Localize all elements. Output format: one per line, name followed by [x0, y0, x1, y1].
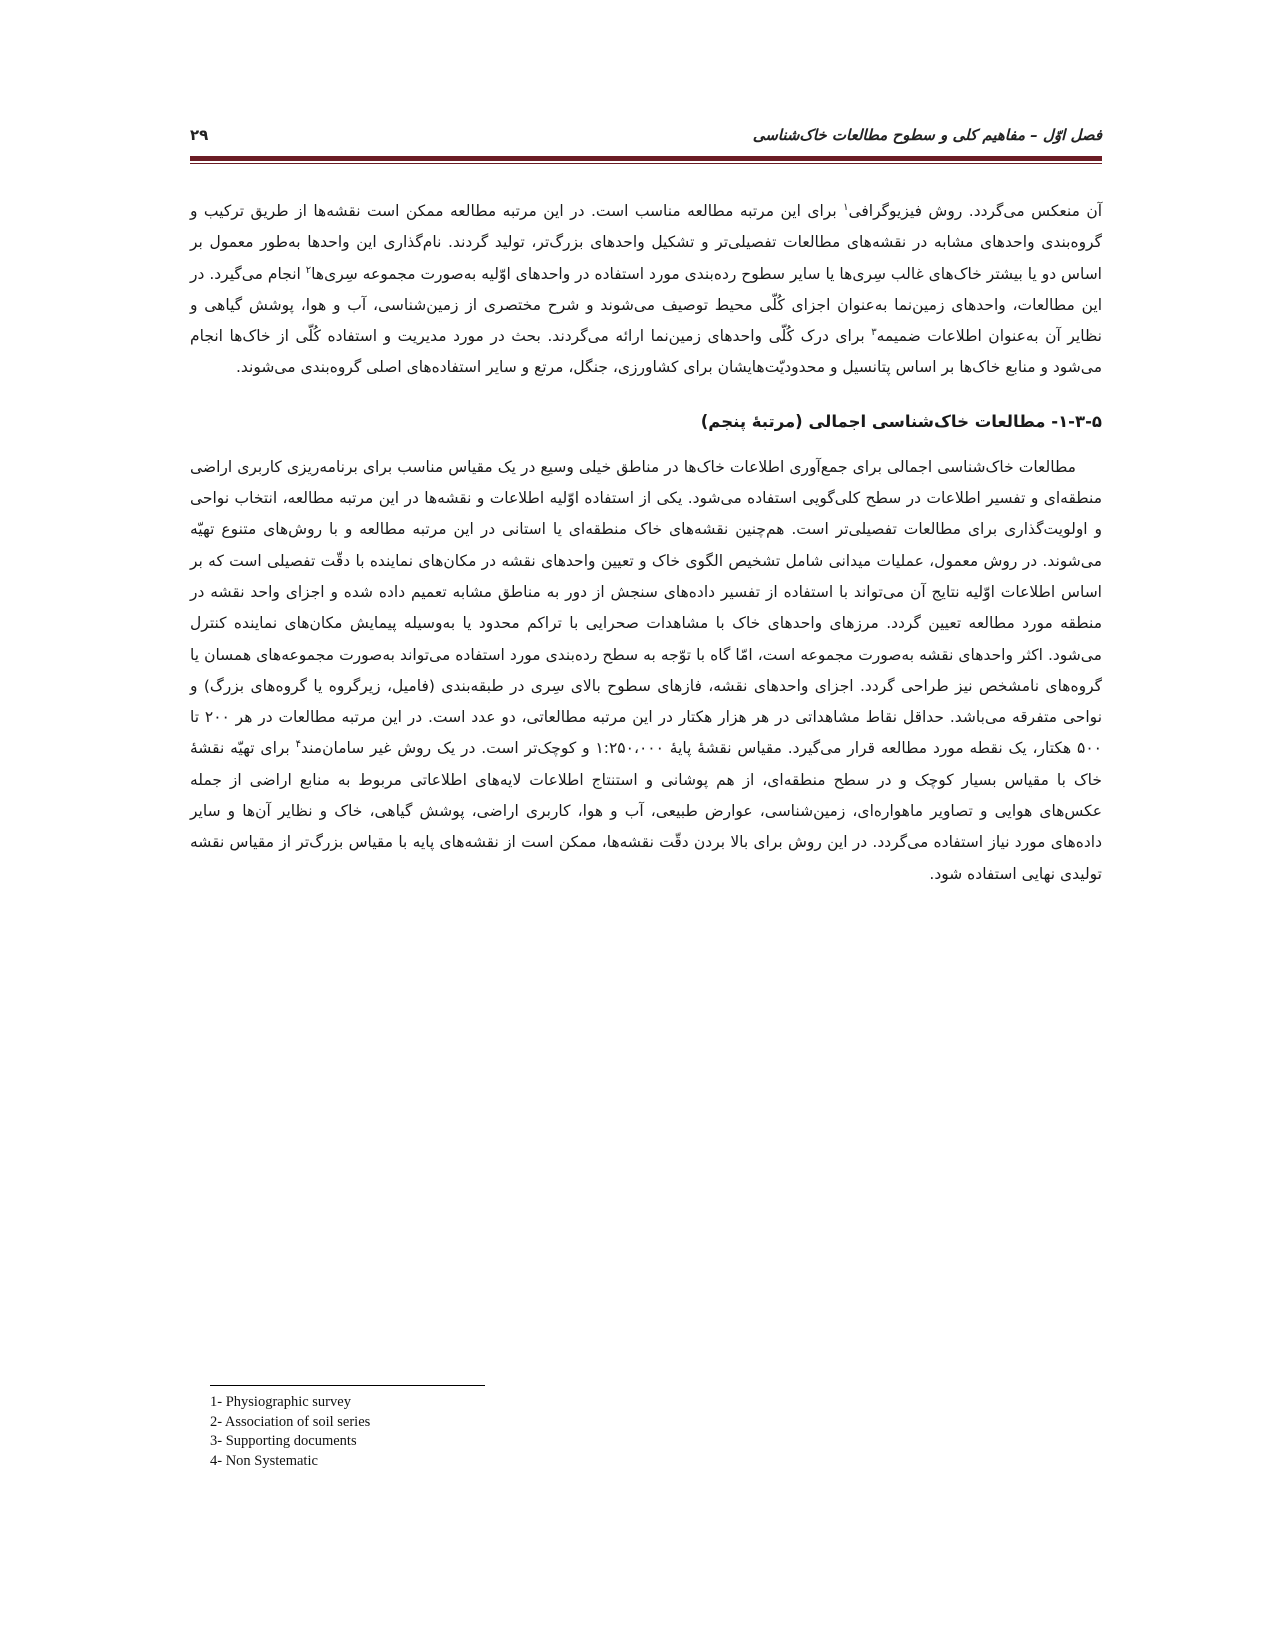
paragraph-segment: برای تهیّه نقشهٔ خاک با مقیاس بسیار کوچک و در سطح منطقه‌ای، از هم پوشانی و استنتاج اطلاعات لایه‌های اطلاعاتی مربوط به منابع اراضی از جمله عکس‌های هوایی و تصاویر ماهواره‌ای، زمین‌شناسی، عوارض طبیعی، آب و هوا، کاربری اراضی، پوشش گیاهی، خاک و نظایر آن‌ها و سایر داده‌های مورد نیاز استفاده می‌گردد. در این روش برای بالا بردن دقّت نقشه‌ها، ممکن است از نقشه‌های پایه با مقیاس بزرگ‌تر از مقیاس نقشه تولیدی نهایی استفاده شود.: [190, 739, 1102, 883]
header-rule-thin: [190, 163, 1102, 164]
paragraph-segment: برای این مرتبه مطالعه مناسب است. در این مرتبه مطالعه ممکن است نقشه‌ها از طریق ترکیب و گروه‌بندی واحدهای مشابه در نقشه‌های مطالعات تفصیلی‌تر و تشکیل واحدهای بزرگ‌تر، تولید گردند. نام‌گذاری این واحدها به‌طور معمول بر اساس دو یا بیشتر خاک‌های غالب سِری‌ها یا سایر سطوح رده‌بندی مورد استفاده در واحدهای اوّلیه به‌صورت مجموعه سِری‌ها: [190, 202, 1102, 283]
footnote-4: 4- Non Systematic: [210, 1452, 318, 1469]
footnote-marker-3: ۳: [871, 327, 877, 339]
paragraph-text: [190, 196, 1102, 384]
paragraph-text: [190, 452, 1102, 890]
running-title: فصل اوّل – مفاهیم کلی و سطوح مطالعات خاک‌شناسی: [752, 126, 1102, 144]
footnote-separator: [210, 1385, 485, 1386]
section-heading: ۱-۳-۵- مطالعات خاک‌شناسی اجمالی (مرتبهٔ پنجم): [700, 411, 1102, 431]
footnotes: [210, 1393, 630, 1471]
footnote-marker-2: ۲: [305, 264, 312, 276]
footnote-marker-4: ۴: [295, 739, 301, 751]
page-header: [190, 118, 1102, 158]
paragraph-segment: آن منعکس می‌گردد. روش فیزیوگرافی: [848, 202, 1103, 220]
paragraph-segment: مطالعات خاک‌شناسی اجمالی برای جمع‌آوری اطلاعات خاک‌ها در مناطق خیلی وسیع در یک مقیاس مناسب برای برنامه‌ریزی کاربری اراضی منطقه‌ای و تفسیر اطلاعات در سطح کلی‌گویی استفاده می‌شود. یکی از استفاده اوّلیه اطلاعات و نقشه‌ها در این مرتبه مطالعه، انتخاب نواحی و اولویت‌گذاری برای مطالعات تفصیلی‌تر است. هم‌چنین نقشه‌های خاک منطقه‌ای یا استانی در این مرتبه مطالعه و با روش‌های متنوع تهیّه می‌شوند. در روش معمول، عملیات میدانی شامل تشخیص الگوی خاک و تعیین واحدهای نقشه در مکان‌های نماینده با دقّت تفصیلی است که بر اساس اطلاعات اوّلیه نتایج آن می‌تواند با استفاده از تفسیر داده‌های سنجش از دور به مناطق مشابه تعمیم داده شده و اجزای واحد نقشه در منطقه مورد مطالعه تعیین گردد. مرزهای واحدهای خاک با مشاهدات صحرایی با تراکم محدود یا به‌وسیله پیمایش مکان‌های نماینده کنترل می‌شود. اکثر واحدهای نقشه به‌صورت مجموعه است، امّا گاه با توّجه به سطح رده‌بندی مورد استفاده می‌تواند به‌صورت مجموعه‌های همسان یا گروه‌های نامشخص نیز طراحی گردد. اجزای واحدهای نقشه، فازهای سطوح بالای سِری در طبقه‌بندی (فامیل، زیرگروه یا گروه‌های بزرگ) و نواحی متفرقه می‌باشد. حداقل نقاط مشاهداتی در هر هزار هکتار در این مرتبه مطالعاتی، دو عدد است. در این مرتبه مطالعات در هر ۲۰۰ تا ۵۰۰ هکتار، یک نقطه مورد مطالعه قرار می‌گیرد. مقیاس نقشهٔ پایهٔ ۱:۲۵۰،۰۰۰ و کوچک‌تر است. در یک روش غیر سامان‌مند: [190, 457, 1103, 758]
footnote-marker-1: ۱: [843, 201, 849, 213]
paragraph-segment: انجام می‌گیرد. در این مطالعات، واحدهای زمین‌نما به‌عنوان اجزای کُلّی محیط توصیف می‌شوند و شرح مختصری از زمین‌شناسی، آب و هوا، پوشش گیاهی و نظایر آن به‌عنوان اطلاعات ضمیمه: [190, 264, 1102, 346]
footnote-1: 1- Physiographic survey: [210, 1394, 351, 1410]
paragraph-1: [190, 196, 1102, 384]
paragraph-segment: برای درک کُلّی واحدهای زمین‌نما ارائه می‌گردند. بحث در مورد مدیریت و استفاده کُلّی از خاک‌ها انجام می‌شود و منابع خاک‌ها بر اساس پتانسیل و محدودیّت‌هایشان برای کشاورزی، جنگل، مرتع و سایر استفاده‌های اصلی گروه‌بندی می‌شوند.: [190, 327, 1102, 377]
footnote-3: 3- Supporting documents: [210, 1433, 357, 1449]
header-rule: [190, 156, 1102, 161]
footnote-2: 2- Association of soil series: [210, 1413, 371, 1430]
page-number: ۲۹: [190, 126, 209, 144]
paragraph-2: [190, 452, 1102, 890]
page-body: [190, 196, 1102, 890]
